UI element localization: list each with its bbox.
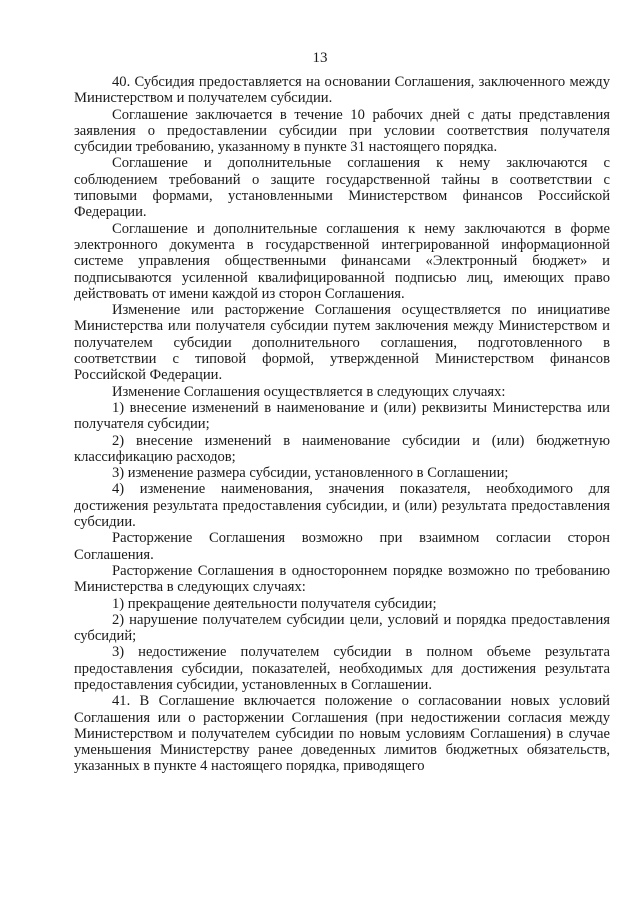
paragraph-electronic-form: Соглашение и дополнительные соглашения к нему заключаются в форме электронного документа в государственной интегрированной информационной системе управления общественными финансами «Электронный бюджет» и подписываются усиленной квалифицированной подписью лиц, имеющих право действовать от имени каждой из сторон Соглашения. — [74, 220, 610, 302]
list-item-change-3: 3) изменение размера субсидии, установленного в Соглашении; — [112, 465, 509, 482]
paragraph-40-intro: 40. Субсидия предоставляется на основании Соглашения, заключенного между Министерством и получателем субсидии. — [74, 74, 610, 107]
document-body — [74, 74, 610, 775]
list-item-termination-2: 2) нарушение получателем субсидии цели, условий и порядка предоставления субсидий; — [74, 611, 610, 645]
list-item-termination-1: 1) прекращение деятельности получателя субсидии; — [112, 595, 437, 612]
paragraph-change-termination: Изменение или расторжение Соглашения осуществляется по инициативе Министерства или получателя субсидии путем заключения между Министерством и получателем субсидии дополнительного соглашения, подготовленного в соответствии с типовой формой, утвержденной Министерством финансов Российской Федерации. — [74, 302, 610, 384]
paragraph-mutual-termination: Расторжение Соглашения возможно при взаимном согласии сторон Соглашения. — [74, 530, 610, 563]
list-item-change-2: 2) внесение изменений в наименование субсидии и (или) бюджетную классификацию расходов; — [74, 432, 610, 465]
list-item-change-4: 4) изменение наименования, значения показателя, необходимого для достижения результата предоставления субсидии, и (или) результата предоставления субсидии. — [74, 481, 610, 531]
list-item-termination-3: 3) недостижение получателем субсидии в полном объеме результата предоставления субсидии, показателей, необходимых для достижения результата предоставления субсидии, установленных в Соглашении. — [74, 644, 610, 693]
paragraph-41: 41. В Соглашение включается положение о согласовании новых условий Соглашения или о расторжении Соглашения (при недостижении согласия между Министерством и получателем субсидии по новым условиям Соглашения) в случае уменьшения Министерству ранее доведенных лимитов бюджетных обязательств, указанных в пункте 4 настоящего порядка, приводящего — [74, 693, 610, 775]
paragraph-agreement-term: Соглашение заключается в течение 10 рабочих дней с даты представления заявления о предоставлении субсидии при условии соответствия получателя субсидии требованию, указанному в пункте 31 настоящего порядка. — [74, 106, 610, 156]
page-number: 13 — [312, 50, 328, 66]
paragraph-change-cases: Изменение Соглашения осуществляется в следующих случаях: — [112, 383, 506, 400]
paragraph-state-secret: Соглашение и дополнительные соглашения к нему заключаются с соблюдением требований о защите государственной тайны в соответствии с типовыми формами, установленными Министерством финансов Российской Федерации. — [74, 155, 610, 221]
paragraph-unilateral-termination: Расторжение Соглашения в одностороннем порядке возможно по требованию Министерства в следующих случаях: — [74, 562, 610, 596]
list-item-change-1: 1) внесение изменений в наименование и (или) реквизиты Министерства или получателя субсидии; — [74, 399, 610, 433]
